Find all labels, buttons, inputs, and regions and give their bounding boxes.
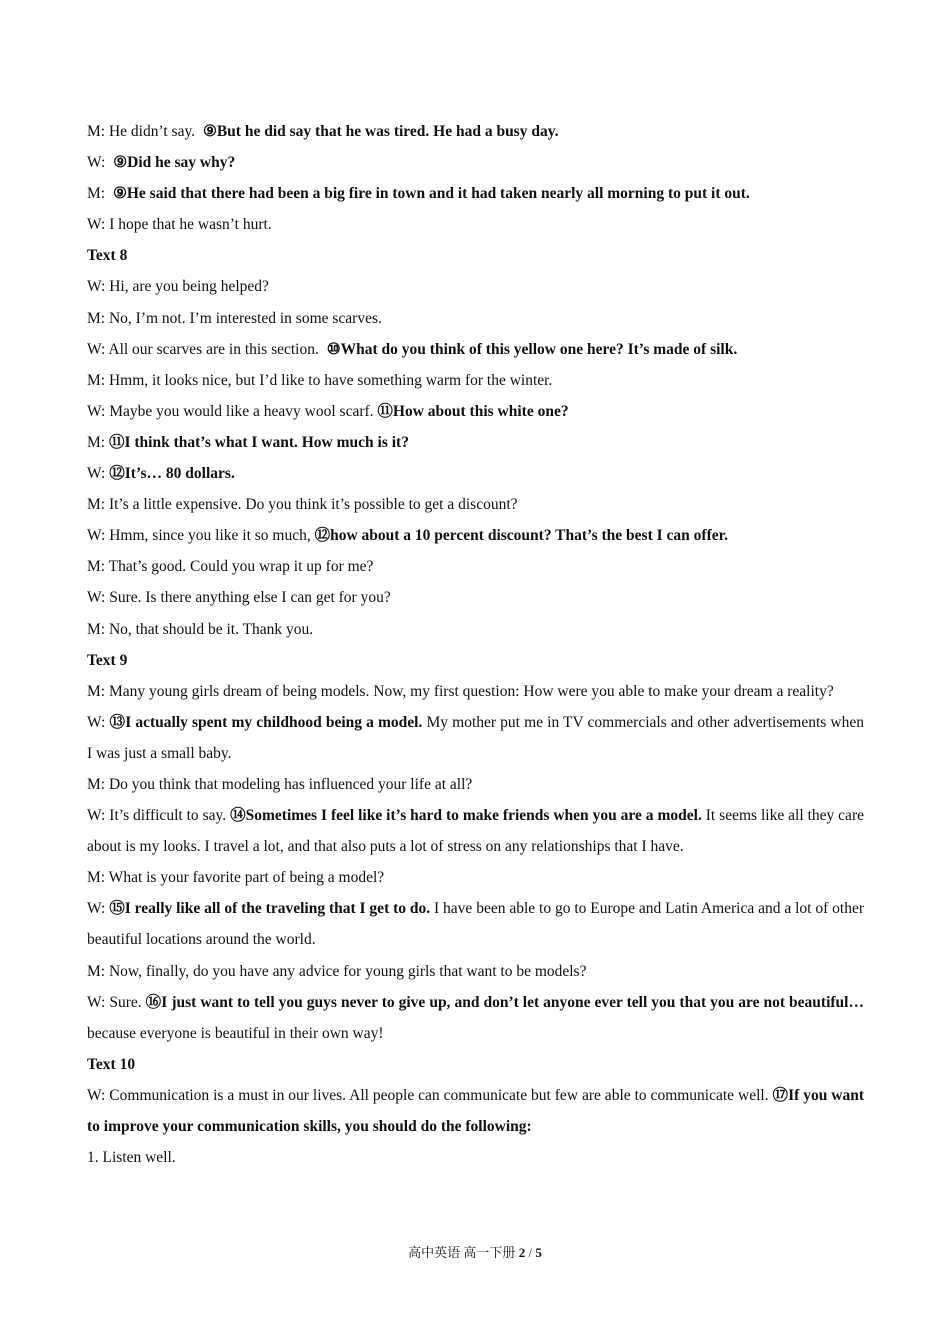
dialogue-line: M: No, I’m not. I’m interested in some scarves.: [87, 309, 382, 327]
answer-key-text: ⑨He said that there had been a big fire in town and it had taken nearly all morning to put it out.: [112, 185, 750, 203]
answer-key-text: ⑯I just want to tell you guys never to give up, and don’t let anyone ever tell you that you are not beautiful…: [145, 993, 864, 1011]
dialogue-paragraph: W: Communication is a must in our lives. All people can communicate but few are able to communicate well. ⑰If you want to improve your communication skills, you should do the following:: [87, 1086, 864, 1135]
answer-key-text: ⑨Did he say why?: [113, 154, 236, 172]
dialogue-line: W: Maybe you would like a heavy wool scarf. ⑪How about this white one?: [87, 402, 569, 420]
dialogue-paragraph: W: ⑮I really like all of the traveling that I get to do. I have been able to go to Europe and Latin America and a lot of other beautiful locations around the world.: [87, 900, 864, 949]
answer-key-text: ⑮I really like all of the traveling that I get to do.: [109, 900, 431, 918]
dialogue-line: M: He didn’t say. ⑨But he did say that he was tired. He had a busy day.: [87, 123, 559, 140]
dialogue-line: W: Hi, are you being helped?: [87, 278, 269, 296]
dialogue-line: M: No, that should be it. Thank you.: [87, 620, 314, 638]
list-item: 1. Listen well.: [87, 1149, 176, 1167]
dialogue-paragraph: W: ⑬I actually spent my childhood being a model. My mother put me in TV commercials and other advertisements when I was just a small baby.: [87, 713, 864, 762]
dialogue-paragraph: W: Sure. ⑯I just want to tell you guys never to give up, and don’t let anyone ever tell you that you are not beautiful… because everyone is beautiful in their own way!: [87, 993, 864, 1042]
page-separator: /: [525, 1245, 536, 1260]
answer-key-text: ⑭Sometimes I feel like it’s hard to make friends when you are a model.: [230, 807, 702, 825]
dialogue-paragraph: M: Many young girls dream of being models. Now, my first question: How were you able to make your dream a reality?: [87, 682, 834, 700]
footer-subject: 高中英语 高一下册: [408, 1245, 519, 1260]
answer-key-text: ⑪I think that’s what I want. How much is it?: [108, 433, 409, 451]
page-total: 5: [535, 1245, 542, 1260]
dialogue-line: M: That’s good. Could you wrap it up for me?: [87, 558, 374, 576]
dialogue-paragraph: W: It’s difficult to say. ⑭Sometimes I feel like it’s hard to make friends when you are a model. It seems like all they care about is my looks. I travel a lot, and that also puts a lot of stress on any relationships that I have.: [87, 807, 864, 856]
page-number: 2: [518, 1245, 526, 1260]
dialogue-line: M: It’s a little expensive. Do you think it’s possible to get a discount?: [87, 496, 518, 514]
dialogue-line: M: Do you think that modeling has influenced your life at all?: [87, 775, 473, 793]
section-heading-text-9: Text 9: [87, 651, 128, 669]
dialogue-line: M: Now, finally, do you have any advice for young girls that want to be models?: [87, 962, 587, 980]
document-body: [87, 116, 864, 1173]
dialogue-line: M: ⑨He said that there had been a big fire in town and it had taken nearly all morning to put it out.: [87, 185, 750, 203]
page-footer: [0, 1243, 950, 1263]
answer-key-text: ⑬I actually spent my childhood being a model.: [109, 713, 423, 731]
section-heading-text-8: Text 8: [87, 247, 128, 265]
section-heading-text-10: Text 10: [87, 1055, 136, 1073]
answer-key-text: ⑪How about this white one?: [377, 402, 569, 420]
dialogue-line: M: Hmm, it looks nice, but I’d like to have something warm for the winter.: [87, 371, 553, 389]
answer-key-text: ⑫It’s… 80 dollars.: [109, 465, 235, 483]
dialogue-line: W: ⑫It’s… 80 dollars.: [87, 465, 235, 483]
dialogue-line: W: ⑨Did he say why?: [87, 154, 236, 172]
dialogue-line: M: ⑪I think that’s what I want. How much is it?: [87, 433, 409, 451]
dialogue-line: W: All our scarves are in this section. ⑩What do you think of this yellow one here? It’s made of silk.: [87, 340, 738, 358]
answer-key-text: ⑨But he did say that he was tired. He had a busy day.: [202, 123, 559, 140]
dialogue-line: W: I hope that he wasn’t hurt.: [87, 216, 272, 234]
answer-key-text: ⑩What do you think of this yellow one here? It’s made of silk.: [326, 340, 738, 358]
dialogue-line: W: Sure. Is there anything else I can get for you?: [87, 589, 391, 607]
answer-key-text: ⑫how about a 10 percent discount? That’s the best I can offer.: [314, 527, 728, 545]
answer-key-text: ⑰If you want to improve your communication skills, you should do the following:: [87, 1086, 864, 1135]
dialogue-line: M: What is your favorite part of being a model?: [87, 869, 385, 887]
dialogue-line: W: Hmm, since you like it so much, ⑫how about a 10 percent discount? That’s the best I can offer.: [87, 527, 728, 545]
